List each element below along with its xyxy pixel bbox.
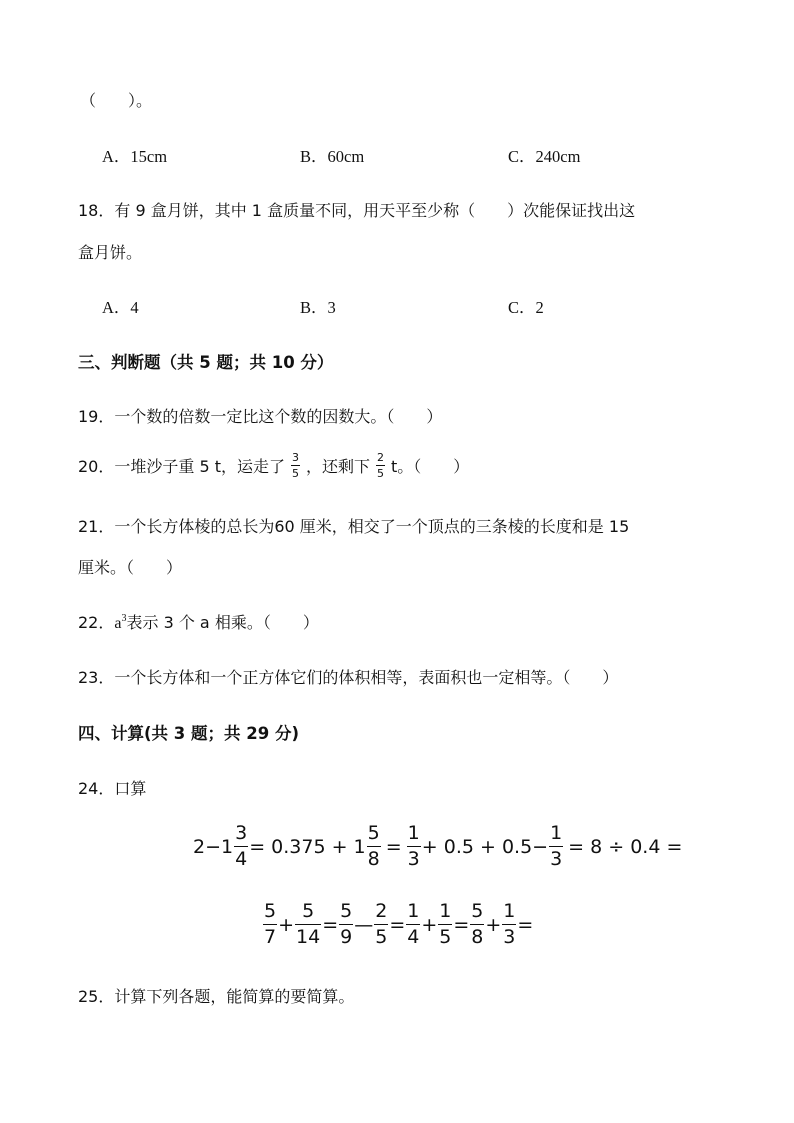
q24-label: 24．口算	[78, 779, 147, 798]
numerator: 5	[264, 900, 277, 922]
q24-mental-math-row-1	[193, 824, 682, 869]
q24-r1-fraction-2	[367, 824, 381, 869]
q20-frac2-denominator: 5	[377, 467, 385, 480]
denominator: 14	[296, 926, 321, 948]
q18-option-a: A．4	[102, 298, 139, 317]
q21-text-line1: 21．一个长方体棱的总长为60 厘米，相交了一个顶点的三条棱的长度和是 15	[78, 517, 630, 536]
q20-text-part1: 20．一堆沙子重 5 t，运走了	[78, 457, 285, 476]
denominator: 3	[503, 926, 516, 948]
q24-r1-fraction-3	[407, 824, 421, 869]
q19-text: 19．一个数的倍数一定比这个数的因数大。（ ）	[78, 407, 443, 426]
numerator: 1	[407, 900, 420, 922]
q22-text	[78, 610, 319, 633]
q24-r2-fraction-1	[263, 902, 277, 947]
q20-text-part3: t。（ ）	[391, 457, 470, 476]
operator: +	[485, 913, 502, 936]
q24-r2-fraction-4	[374, 902, 388, 947]
q24-r1-fraction-4	[549, 824, 563, 869]
q20-fraction-three-fifths	[291, 452, 300, 479]
q18-text-line1: 18．有 9 盒月饼，其中 1 盒质量不同，用天平至少称（ ）次能保证找出这	[78, 201, 636, 220]
q24-r1-term3: =	[385, 835, 402, 858]
q24-r2-fraction-5	[406, 902, 420, 947]
q20-row	[78, 452, 469, 479]
q20-text-part2: ，还剩下	[306, 457, 371, 476]
denominator: 8	[367, 848, 380, 870]
q24-r1-term2: = 0.375 + 1	[249, 835, 366, 858]
numerator: 2	[375, 900, 388, 922]
denominator: 3	[550, 848, 563, 870]
denominator: 4	[407, 926, 420, 948]
q24-r1-fraction-1	[234, 824, 248, 869]
operator: =	[517, 913, 534, 936]
q20-frac2-numerator: 2	[377, 451, 385, 464]
denominator: 4	[235, 848, 248, 870]
numerator: 3	[235, 822, 248, 844]
q22-rest: 表示 3 个 a 相乘。（ ）	[126, 613, 319, 632]
operator: =	[389, 913, 406, 936]
operator: +	[421, 913, 438, 936]
q22-exponent: 3	[121, 613, 127, 624]
q24-mental-math-row-2	[262, 902, 533, 947]
q20-frac1-denominator: 5	[292, 467, 299, 480]
denominator: 8	[471, 926, 484, 948]
q18-option-b: B．3	[300, 298, 336, 317]
denominator: 5	[375, 926, 388, 948]
operator: =	[322, 913, 339, 936]
q22-base: a	[114, 615, 122, 632]
numerator: 1	[407, 822, 420, 844]
q22-prefix: 22．	[78, 613, 115, 632]
q17-option-a: A．15cm	[102, 147, 168, 166]
operator: +	[278, 913, 295, 936]
numerator: 5	[302, 900, 315, 922]
numerator: 1	[550, 822, 563, 844]
numerator: 5	[340, 900, 353, 922]
q20-fraction-two-fifths	[376, 452, 385, 479]
denominator: 7	[264, 926, 277, 948]
q20-frac1-numerator: 3	[292, 451, 299, 464]
section-3-heading: 三、判断题（共 5 题；共 10 分）	[78, 353, 334, 372]
q24-r2-fraction-7	[470, 902, 484, 947]
numerator: 1	[503, 900, 516, 922]
denominator: 5	[439, 926, 452, 948]
q17-option-b: B．60cm	[300, 147, 365, 166]
numerator: 5	[471, 900, 484, 922]
q24-r2-fraction-6	[438, 902, 452, 947]
numerator: 5	[367, 822, 380, 844]
q24-r2-fraction-8	[502, 902, 516, 947]
q24-r1-term5: = 8 ÷ 0.4 =	[568, 835, 683, 858]
q21-text-line2: 厘米。（ ）	[78, 558, 183, 577]
q24-r1-term1: 2−1	[193, 835, 234, 858]
q25-text: 25．计算下列各题，能简算的要简算。	[78, 987, 355, 1006]
q24-r2-fraction-3	[339, 902, 353, 947]
numerator: 1	[439, 900, 452, 922]
operator: —	[354, 913, 374, 936]
denominator: 3	[407, 848, 420, 870]
q18-option-c: C．2	[508, 298, 544, 317]
section-4-heading: 四、计算(共 3 题；共 29 分)	[78, 724, 300, 743]
q17-answer-blank: （ ）。	[80, 91, 153, 110]
denominator: 9	[340, 926, 353, 948]
q18-text-line2: 盒月饼。	[78, 243, 143, 262]
q24-r2-fraction-2	[295, 902, 321, 947]
q24-r1-term4: + 0.5 + 0.5−	[421, 835, 549, 858]
q17-option-c: C．240cm	[508, 147, 581, 166]
q23-text: 23．一个长方体和一个正方体它们的体积相等，表面积也一定相等。（ ）	[78, 668, 619, 687]
operator: =	[453, 913, 470, 936]
